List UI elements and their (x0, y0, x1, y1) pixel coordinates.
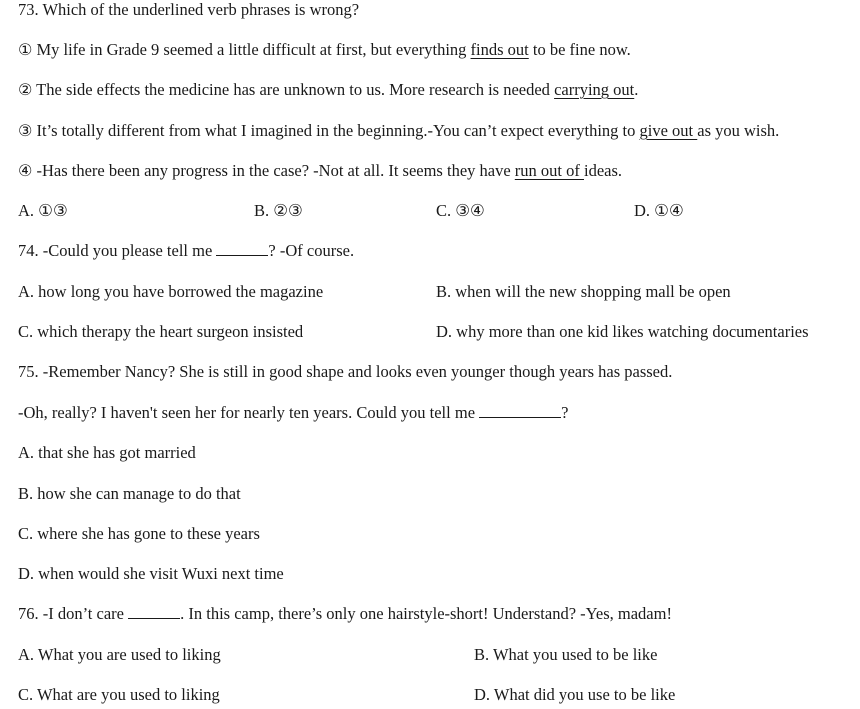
underlined-verb-phrase: run out of (514, 161, 584, 180)
stem-text: 76. -I don’t care (18, 604, 129, 623)
circled-number: ① (18, 40, 33, 59)
underlined-verb-phrase: carrying out (554, 80, 635, 99)
sentence-text-end: ideas. (584, 161, 623, 180)
question-73-stem: 73. Which of the underlined verb phrases is wrong? (18, 0, 360, 19)
question-74-stem (18, 241, 354, 261)
q75-option-d: D. when would she visit Wuxi next time (18, 564, 284, 583)
q74-option-b: B. when will the new shopping mall be open (436, 282, 731, 301)
stem-text: -Oh, really? I haven't seen her for nearly ten years. Could you tell me (18, 403, 480, 422)
q73-sentence-3 (18, 121, 779, 141)
q74-option-a: A. how long you have borrowed the magazine (18, 282, 324, 301)
q73-sentence-2 (18, 80, 638, 100)
stem-text-end: ? -Of course. (268, 241, 355, 260)
circled-number: ④ (18, 161, 33, 180)
q73-option-d: D. ①④ (634, 201, 684, 220)
sentence-text-end: . (634, 80, 639, 99)
underlined-verb-phrase: finds out (470, 40, 529, 59)
q75-option-a: A. that she has got married (18, 443, 196, 462)
question-75-line-2 (18, 403, 568, 423)
answer-blank (128, 604, 180, 619)
q76-option-b: B. What you used to be like (474, 645, 658, 664)
q74-option-c: C. which therapy the heart surgeon insisted (18, 322, 304, 341)
q73-option-a: A. ①③ (18, 201, 68, 220)
answer-blank (479, 403, 561, 418)
sentence-text: -Has there been any progress in the case? -Not at all. It seems they have (32, 161, 515, 180)
stem-text-end: ? (561, 403, 569, 422)
sentence-text: It’s totally different from what I imagined in the beginning.-You can’t expect everything to (32, 121, 640, 140)
answer-blank (216, 241, 268, 256)
underlined-verb-phrase: give out (639, 121, 698, 140)
q75-option-b: B. how she can manage to do that (18, 484, 241, 503)
question-76-stem (18, 604, 672, 624)
q73-option-b: B. ②③ (254, 201, 303, 220)
q73-option-c: C. ③④ (436, 201, 485, 220)
q75-option-c: C. where she has gone to these years (18, 524, 260, 543)
q76-option-a: A. What you are used to liking (18, 645, 221, 664)
question-75-stem: 75. -Remember Nancy? She is still in good shape and looks even younger though years has passed. (18, 362, 673, 381)
stem-text-end: . In this camp, there’s only one hairstyle-short! Understand? -Yes, madam! (180, 604, 672, 623)
q74-option-d: D. why more than one kid likes watching documentaries (436, 322, 809, 341)
sentence-text: The side effects the medicine has are unknown to us. More research is needed (32, 80, 555, 99)
q76-option-d: D. What did you use to be like (474, 685, 676, 704)
q73-sentence-4 (18, 161, 622, 181)
stem-text: 74. -Could you please tell me (18, 241, 217, 260)
circled-number: ③ (18, 121, 33, 140)
sentence-text: My life in Grade 9 seemed a little difficult at first, but everything (32, 40, 471, 59)
q73-sentence-1 (18, 40, 631, 60)
sentence-text-end: as you wish. (697, 121, 780, 140)
sentence-text-end: to be fine now. (528, 40, 631, 59)
q76-option-c: C. What are you used to liking (18, 685, 220, 704)
circled-number: ② (18, 80, 33, 99)
